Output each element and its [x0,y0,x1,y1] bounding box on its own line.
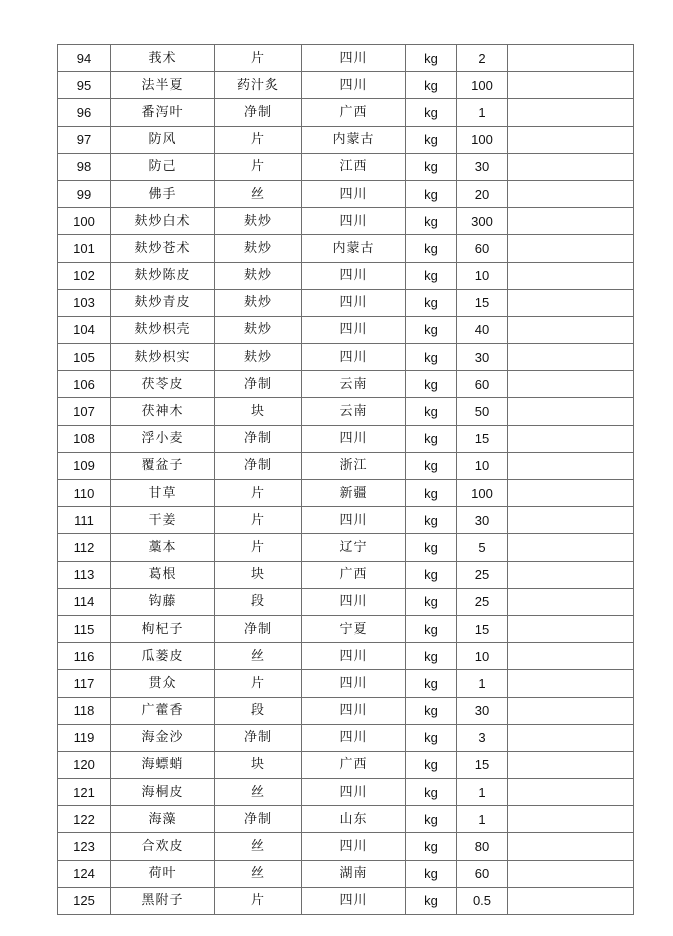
herb-name-cell: 合欢皮 [111,833,215,860]
herb-name-cell: 防风 [111,126,215,153]
row-number-cell: 118 [58,697,111,724]
origin-cell: 内蒙古 [302,235,406,262]
processing-cell: 片 [215,670,302,697]
row-number-cell: 102 [58,262,111,289]
processing-cell: 片 [215,507,302,534]
origin-cell: 四川 [302,670,406,697]
processing-cell: 块 [215,751,302,778]
quantity-cell: 100 [457,480,508,507]
table-row [58,452,634,479]
origin-cell: 四川 [302,180,406,207]
herb-name-cell: 荷叶 [111,860,215,887]
unit-cell: kg [406,806,457,833]
processing-cell: 净制 [215,99,302,126]
quantity-cell: 40 [457,316,508,343]
note-cell [508,180,634,207]
origin-cell: 广西 [302,99,406,126]
note-cell [508,316,634,343]
origin-cell: 四川 [302,208,406,235]
row-number-cell: 123 [58,833,111,860]
row-number-cell: 104 [58,316,111,343]
table-row [58,643,634,670]
unit-cell: kg [406,452,457,479]
quantity-cell: 15 [457,615,508,642]
quantity-cell: 2 [457,45,508,72]
origin-cell: 内蒙古 [302,126,406,153]
row-number-cell: 106 [58,371,111,398]
herb-name-cell: 麸炒苍术 [111,235,215,262]
quantity-cell: 1 [457,670,508,697]
unit-cell: kg [406,289,457,316]
herb-name-cell: 麸炒陈皮 [111,262,215,289]
herb-name-cell: 海藻 [111,806,215,833]
note-cell [508,262,634,289]
table-row [58,45,634,72]
processing-cell: 药汁炙 [215,72,302,99]
quantity-cell: 60 [457,860,508,887]
table-row [58,126,634,153]
note-cell [508,425,634,452]
quantity-cell: 25 [457,588,508,615]
unit-cell: kg [406,371,457,398]
unit-cell: kg [406,561,457,588]
origin-cell: 浙江 [302,452,406,479]
note-cell [508,534,634,561]
herb-name-cell: 麸炒枳实 [111,344,215,371]
quantity-cell: 20 [457,180,508,207]
quantity-cell: 60 [457,235,508,262]
herb-name-cell: 防己 [111,153,215,180]
table-row [58,208,634,235]
table-body [58,45,634,915]
note-cell [508,670,634,697]
herb-name-cell: 莪术 [111,45,215,72]
table-row [58,480,634,507]
unit-cell: kg [406,751,457,778]
unit-cell: kg [406,262,457,289]
row-number-cell: 119 [58,724,111,751]
processing-cell: 丝 [215,779,302,806]
processing-cell: 片 [215,126,302,153]
unit-cell: kg [406,235,457,262]
unit-cell: kg [406,724,457,751]
table-row [58,561,634,588]
table-row [58,344,634,371]
quantity-cell: 1 [457,779,508,806]
row-number-cell: 122 [58,806,111,833]
row-number-cell: 112 [58,534,111,561]
herb-table [57,44,634,915]
row-number-cell: 101 [58,235,111,262]
note-cell [508,643,634,670]
origin-cell: 四川 [302,507,406,534]
origin-cell: 四川 [302,643,406,670]
herb-name-cell: 甘草 [111,480,215,507]
table-row [58,860,634,887]
origin-cell: 云南 [302,398,406,425]
quantity-cell: 30 [457,344,508,371]
herb-name-cell: 广藿香 [111,697,215,724]
processing-cell: 麸炒 [215,262,302,289]
quantity-cell: 100 [457,72,508,99]
note-cell [508,480,634,507]
quantity-cell: 30 [457,507,508,534]
quantity-cell: 10 [457,643,508,670]
row-number-cell: 111 [58,507,111,534]
note-cell [508,45,634,72]
herb-name-cell: 钩藤 [111,588,215,615]
table-row [58,398,634,425]
herb-name-cell: 海螵蛸 [111,751,215,778]
unit-cell: kg [406,860,457,887]
herb-name-cell: 贯众 [111,670,215,697]
processing-cell: 块 [215,398,302,425]
unit-cell: kg [406,344,457,371]
note-cell [508,153,634,180]
row-number-cell: 95 [58,72,111,99]
table-row [58,887,634,914]
origin-cell: 宁夏 [302,615,406,642]
unit-cell: kg [406,180,457,207]
unit-cell: kg [406,615,457,642]
origin-cell: 新疆 [302,480,406,507]
processing-cell: 片 [215,153,302,180]
unit-cell: kg [406,99,457,126]
note-cell [508,507,634,534]
table-row [58,833,634,860]
row-number-cell: 115 [58,615,111,642]
quantity-cell: 30 [457,153,508,180]
table-row [58,316,634,343]
row-number-cell: 124 [58,860,111,887]
unit-cell: kg [406,507,457,534]
note-cell [508,751,634,778]
note-cell [508,289,634,316]
unit-cell: kg [406,153,457,180]
unit-cell: kg [406,208,457,235]
row-number-cell: 116 [58,643,111,670]
processing-cell: 麸炒 [215,208,302,235]
note-cell [508,126,634,153]
table-row [58,588,634,615]
unit-cell: kg [406,425,457,452]
processing-cell: 净制 [215,371,302,398]
table-row [58,615,634,642]
row-number-cell: 121 [58,779,111,806]
origin-cell: 四川 [302,344,406,371]
processing-cell: 麸炒 [215,289,302,316]
quantity-cell: 25 [457,561,508,588]
herb-name-cell: 佛手 [111,180,215,207]
note-cell [508,860,634,887]
herb-name-cell: 干姜 [111,507,215,534]
note-cell [508,588,634,615]
quantity-cell: 10 [457,452,508,479]
note-cell [508,833,634,860]
origin-cell: 云南 [302,371,406,398]
table-row [58,507,634,534]
unit-cell: kg [406,833,457,860]
row-number-cell: 125 [58,887,111,914]
row-number-cell: 109 [58,452,111,479]
unit-cell: kg [406,316,457,343]
row-number-cell: 94 [58,45,111,72]
herb-name-cell: 藁本 [111,534,215,561]
processing-cell: 段 [215,588,302,615]
table-row [58,262,634,289]
quantity-cell: 100 [457,126,508,153]
origin-cell: 四川 [302,779,406,806]
origin-cell: 四川 [302,262,406,289]
origin-cell: 江西 [302,153,406,180]
origin-cell: 四川 [302,289,406,316]
processing-cell: 净制 [215,724,302,751]
quantity-cell: 3 [457,724,508,751]
processing-cell: 丝 [215,643,302,670]
note-cell [508,887,634,914]
unit-cell: kg [406,72,457,99]
table-row [58,153,634,180]
quantity-cell: 300 [457,208,508,235]
origin-cell: 四川 [302,72,406,99]
note-cell [508,344,634,371]
herb-name-cell: 茯苓皮 [111,371,215,398]
origin-cell: 四川 [302,724,406,751]
quantity-cell: 15 [457,751,508,778]
origin-cell: 四川 [302,425,406,452]
table-row [58,425,634,452]
row-number-cell: 99 [58,180,111,207]
table-row [58,670,634,697]
herb-name-cell: 海金沙 [111,724,215,751]
herb-name-cell: 法半夏 [111,72,215,99]
note-cell [508,99,634,126]
row-number-cell: 114 [58,588,111,615]
herb-name-cell: 覆盆子 [111,452,215,479]
herb-name-cell: 茯神木 [111,398,215,425]
table-row [58,99,634,126]
processing-cell: 段 [215,697,302,724]
note-cell [508,371,634,398]
table-row [58,724,634,751]
processing-cell: 片 [215,887,302,914]
row-number-cell: 108 [58,425,111,452]
quantity-cell: 60 [457,371,508,398]
row-number-cell: 96 [58,99,111,126]
herb-name-cell: 黑附子 [111,887,215,914]
processing-cell: 丝 [215,860,302,887]
table-row [58,534,634,561]
quantity-cell: 50 [457,398,508,425]
quantity-cell: 0.5 [457,887,508,914]
unit-cell: kg [406,588,457,615]
quantity-cell: 1 [457,806,508,833]
herb-name-cell: 瓜蒌皮 [111,643,215,670]
processing-cell: 麸炒 [215,316,302,343]
quantity-cell: 80 [457,833,508,860]
table-row [58,72,634,99]
origin-cell: 四川 [302,887,406,914]
origin-cell: 四川 [302,316,406,343]
herb-name-cell: 枸杞子 [111,615,215,642]
quantity-cell: 30 [457,697,508,724]
table-row [58,289,634,316]
unit-cell: kg [406,45,457,72]
table-row [58,180,634,207]
row-number-cell: 107 [58,398,111,425]
processing-cell: 麸炒 [215,235,302,262]
table-row [58,235,634,262]
herb-name-cell: 海桐皮 [111,779,215,806]
unit-cell: kg [406,779,457,806]
note-cell [508,398,634,425]
note-cell [508,779,634,806]
table-row [58,779,634,806]
processing-cell: 净制 [215,806,302,833]
processing-cell: 麸炒 [215,344,302,371]
herb-name-cell: 葛根 [111,561,215,588]
processing-cell: 丝 [215,833,302,860]
unit-cell: kg [406,126,457,153]
row-number-cell: 117 [58,670,111,697]
processing-cell: 片 [215,534,302,561]
herb-name-cell: 麸炒枳壳 [111,316,215,343]
note-cell [508,697,634,724]
row-number-cell: 110 [58,480,111,507]
processing-cell: 丝 [215,180,302,207]
herb-name-cell: 麸炒青皮 [111,289,215,316]
note-cell [508,724,634,751]
origin-cell: 辽宁 [302,534,406,561]
processing-cell: 片 [215,480,302,507]
row-number-cell: 100 [58,208,111,235]
note-cell [508,208,634,235]
processing-cell: 块 [215,561,302,588]
herb-name-cell: 番泻叶 [111,99,215,126]
unit-cell: kg [406,670,457,697]
quantity-cell: 10 [457,262,508,289]
origin-cell: 山东 [302,806,406,833]
origin-cell: 四川 [302,588,406,615]
processing-cell: 片 [215,45,302,72]
row-number-cell: 103 [58,289,111,316]
unit-cell: kg [406,534,457,561]
unit-cell: kg [406,643,457,670]
note-cell [508,561,634,588]
row-number-cell: 97 [58,126,111,153]
origin-cell: 湖南 [302,860,406,887]
quantity-cell: 15 [457,289,508,316]
processing-cell: 净制 [215,452,302,479]
note-cell [508,72,634,99]
table-row [58,371,634,398]
table-row [58,751,634,778]
quantity-cell: 5 [457,534,508,561]
herb-name-cell: 麸炒白术 [111,208,215,235]
processing-cell: 净制 [215,615,302,642]
table-row [58,697,634,724]
processing-cell: 净制 [215,425,302,452]
note-cell [508,452,634,479]
unit-cell: kg [406,480,457,507]
quantity-cell: 1 [457,99,508,126]
row-number-cell: 120 [58,751,111,778]
unit-cell: kg [406,398,457,425]
row-number-cell: 98 [58,153,111,180]
herb-name-cell: 浮小麦 [111,425,215,452]
origin-cell: 广西 [302,561,406,588]
origin-cell: 四川 [302,833,406,860]
row-number-cell: 113 [58,561,111,588]
note-cell [508,235,634,262]
origin-cell: 广西 [302,751,406,778]
quantity-cell: 15 [457,425,508,452]
row-number-cell: 105 [58,344,111,371]
origin-cell: 四川 [302,697,406,724]
note-cell [508,806,634,833]
note-cell [508,615,634,642]
origin-cell: 四川 [302,45,406,72]
unit-cell: kg [406,887,457,914]
table-row [58,806,634,833]
unit-cell: kg [406,697,457,724]
